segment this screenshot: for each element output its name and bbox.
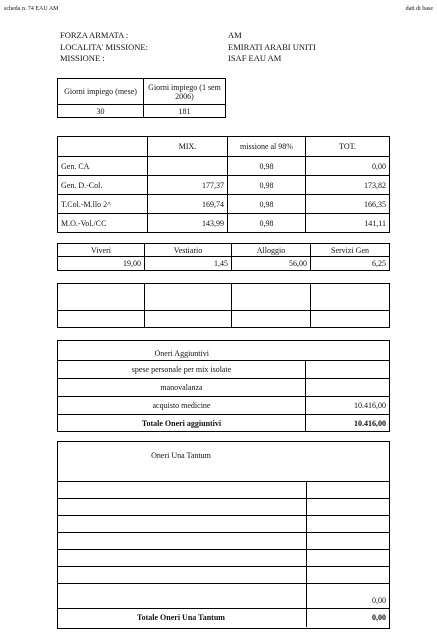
giorni-table bbox=[57, 78, 226, 118]
viveri-value: 19,00 bbox=[58, 257, 145, 271]
oneri-row-label: acquisto medicine bbox=[58, 397, 306, 415]
oneri-aggiuntivi-table bbox=[57, 340, 390, 432]
mix-header: MIX. bbox=[148, 137, 228, 157]
mix-row-mix: 143,99 bbox=[148, 214, 228, 233]
mix-row-pct: 0,98 bbox=[228, 195, 306, 214]
mix-row-pct: 0,98 bbox=[228, 157, 306, 176]
giorni-sem-header: Giorni impiego (1 sem 2006) bbox=[144, 79, 226, 105]
mix-table bbox=[57, 136, 390, 233]
mix-row-tot: 0,00 bbox=[306, 157, 390, 176]
forza-armata-value: AM bbox=[228, 30, 242, 40]
mix-row-label: Gen. CA bbox=[58, 157, 148, 176]
oneri-una-tantum-title: Oneri Una Tantum bbox=[151, 451, 211, 460]
mix-row-mix: 169,74 bbox=[148, 195, 228, 214]
vestiario-header: Vestiario bbox=[145, 244, 232, 257]
missione-label: MISSIONE : bbox=[60, 53, 105, 63]
oneri-row-value: 10.416,00 bbox=[306, 397, 390, 415]
mix-row-tot: 141,11 bbox=[306, 214, 390, 233]
mix-row-label: Gen. D.-Col. bbox=[58, 176, 148, 195]
giorni-sem-value: 181 bbox=[144, 105, 226, 118]
mix-row-pct: 0,98 bbox=[228, 176, 306, 195]
oneri-row-label: manovalanza bbox=[58, 379, 306, 397]
oneri-row-value bbox=[306, 379, 390, 397]
mix-corner bbox=[58, 137, 148, 157]
mix-row-tot: 166,35 bbox=[306, 195, 390, 214]
giorni-mese-header: Giorni impiego (mese) bbox=[58, 79, 144, 105]
oneri-ut-total-value: 0,00 bbox=[372, 613, 386, 622]
viveri-table bbox=[57, 243, 390, 271]
empty-grid bbox=[57, 283, 390, 328]
tot-header: TOT. bbox=[306, 137, 390, 157]
localita-value: EMIRATI ARABI UNITI bbox=[228, 42, 316, 52]
oneri-ut-subtotal: 0,00 bbox=[372, 596, 386, 605]
servizi-value: 6,25 bbox=[311, 257, 390, 271]
giorni-mese-value: 30 bbox=[58, 105, 144, 118]
alloggio-header: Alloggio bbox=[232, 244, 311, 257]
oneri-row-label: spese personale per mix isolate bbox=[58, 361, 306, 379]
alloggio-value: 56,00 bbox=[232, 257, 311, 271]
scheda-label: scheda n. 74 EAU AM bbox=[4, 6, 59, 12]
mix-row-mix: 177,37 bbox=[148, 176, 228, 195]
mix-row-label: T.Col.-M.llo 2^ bbox=[58, 195, 148, 214]
oneri-ut-total-label: Totale Oneri Una Tantum bbox=[137, 613, 225, 622]
dati-label: dati di base bbox=[405, 6, 433, 12]
oneri-aggiuntivi-title: Oneri Aggiuntivi bbox=[58, 341, 306, 361]
mix-row-label: M.O.-Vol./CC bbox=[58, 214, 148, 233]
mix-row-mix bbox=[148, 157, 228, 176]
forza-armata-label: FORZA ARMATA : bbox=[60, 30, 129, 40]
missione-value: ISAF EAU AM bbox=[228, 53, 282, 63]
viveri-header: Viveri bbox=[58, 244, 145, 257]
oneri-total-label: Totale Oneri aggiuntivi bbox=[58, 415, 306, 432]
mix-row-tot: 173,82 bbox=[306, 176, 390, 195]
servizi-header: Servizi Gen bbox=[311, 244, 390, 257]
oneri-total-value: 10.416,00 bbox=[306, 415, 390, 432]
oneri-row-value bbox=[306, 361, 390, 379]
mix-row-pct: 0,98 bbox=[228, 214, 306, 233]
vestiario-value: 1,45 bbox=[145, 257, 232, 271]
localita-label: LOCALITA' MISSIONE: bbox=[60, 42, 148, 52]
pct-header: missione al 98% bbox=[228, 137, 306, 157]
